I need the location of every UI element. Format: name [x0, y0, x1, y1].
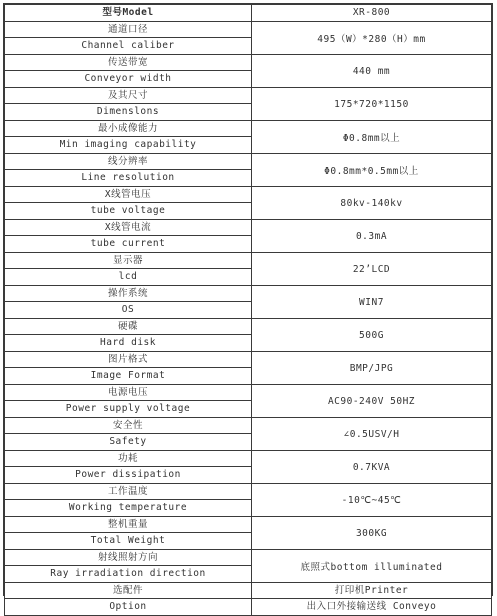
- spec-label-en: Image Format: [90, 370, 166, 381]
- spec-label-zh: X线管电压: [5, 187, 251, 203]
- spec-row: [5, 187, 492, 220]
- spec-row: [5, 22, 492, 55]
- spec-row: [5, 253, 492, 286]
- spec-row: [5, 319, 492, 352]
- spec-value-text: XR-800: [352, 7, 391, 18]
- spec-label: [5, 484, 252, 517]
- spec-label: [5, 22, 252, 55]
- spec-label-zh: 图片格式: [5, 352, 251, 368]
- spec-value: 22’LCD: [252, 253, 492, 286]
- spec-label: [5, 451, 252, 484]
- spec-value-model: [252, 5, 492, 22]
- spec-label-zh: 显示器: [5, 253, 251, 269]
- spec-label-zh: 通道口径: [5, 22, 251, 38]
- spec-label: [5, 253, 252, 286]
- spec-label-en: tube voltage: [90, 205, 166, 216]
- spec-value: 440 mm: [252, 55, 492, 88]
- spec-label: [5, 352, 252, 385]
- spec-label: [5, 286, 252, 319]
- spec-label-en: Total Weight: [90, 535, 166, 546]
- spec-row: [5, 484, 492, 517]
- spec-label-en: Ray irradiation direction: [50, 568, 206, 579]
- spec-label: [5, 319, 252, 352]
- spec-row: [5, 88, 492, 121]
- option-value-conveyor: 出入口外接输送线 Conveyo: [306, 601, 437, 612]
- spec-row: [5, 451, 492, 484]
- spec-label: [5, 55, 252, 88]
- spec-label-zh: 选配件: [5, 583, 251, 599]
- spec-label-en: Min imaging capability: [59, 139, 197, 150]
- spec-row: [5, 121, 492, 154]
- spec-row-model: [5, 5, 492, 22]
- spec-value: 0.3mA: [252, 220, 492, 253]
- spec-label-en: Conveyor width: [84, 73, 172, 84]
- spec-value: -10℃~45℃: [252, 484, 492, 517]
- spec-value: WIN7: [252, 286, 492, 319]
- spec-label: [5, 550, 252, 583]
- spec-label-en: lcd: [118, 271, 138, 282]
- spec-value-option: [252, 583, 492, 616]
- spec-sheet: [3, 3, 493, 612]
- spec-label-en: Power supply voltage: [65, 403, 191, 414]
- spec-value: Φ0.8mm以上: [252, 121, 492, 154]
- spec-label-zh: 及其尺寸: [5, 88, 251, 104]
- spec-label-en: Safety: [109, 436, 147, 447]
- spec-label-en: Line resolution: [81, 172, 175, 183]
- spec-label: [5, 385, 252, 418]
- spec-row: [5, 418, 492, 451]
- spec-label-zh: 操作系统: [5, 286, 251, 302]
- spec-label-zh: 传送带宽: [5, 55, 251, 71]
- spec-label-option: [5, 583, 252, 616]
- spec-label-zh: 射线照射方向: [5, 550, 251, 566]
- spec-value: Φ0.8mm*0.5mm以上: [252, 154, 492, 187]
- spec-value: 300KG: [252, 517, 492, 550]
- spec-value: 0.7KVA: [252, 451, 492, 484]
- spec-label-zh: 安全性: [5, 418, 251, 434]
- spec-label: [5, 121, 252, 154]
- spec-label-zh: 线分辨率: [5, 154, 251, 170]
- spec-label-en: Working temperature: [68, 502, 188, 513]
- spec-row: [5, 55, 492, 88]
- spec-row: [5, 220, 492, 253]
- spec-label-zh: 最小成像能力: [5, 121, 251, 137]
- spec-label-zh: 工作温度: [5, 484, 251, 500]
- spec-label-en: Option: [109, 601, 147, 612]
- spec-value: 80kv-140kv: [252, 187, 492, 220]
- spec-value: 底照式bottom illuminated: [252, 550, 492, 583]
- spec-label: [5, 154, 252, 187]
- spec-value: 175*720*1150: [252, 88, 492, 121]
- spec-value: 495（W）*280（H）mm: [252, 22, 492, 55]
- spec-label-zh: 功耗: [5, 451, 251, 467]
- spec-row: [5, 286, 492, 319]
- spec-table-body: [5, 5, 492, 616]
- spec-row: [5, 385, 492, 418]
- spec-value: ∠0.5USV/H: [252, 418, 492, 451]
- spec-label: [5, 517, 252, 550]
- spec-label-zh: X线管电流: [5, 220, 251, 236]
- spec-label: [5, 418, 252, 451]
- spec-label-en: OS: [121, 304, 135, 315]
- spec-label: [5, 88, 252, 121]
- spec-label-en: Channel caliber: [81, 40, 175, 51]
- spec-label-zh: 硬碟: [5, 319, 251, 335]
- spec-label-en: Dimenslons: [96, 106, 160, 117]
- spec-label-zh: 电源电压: [5, 385, 251, 401]
- spec-value: AC90-240V 50HZ: [252, 385, 492, 418]
- spec-row: [5, 550, 492, 583]
- spec-label-zh: 型号Model: [102, 7, 154, 18]
- spec-label-model: [5, 5, 252, 22]
- spec-value: BMP/JPG: [252, 352, 492, 385]
- spec-label-zh: 整机重量: [5, 517, 251, 533]
- spec-label-en: tube current: [90, 238, 166, 249]
- spec-row: [5, 154, 492, 187]
- spec-table: [4, 4, 492, 616]
- spec-row-option: [5, 583, 492, 616]
- spec-row: [5, 517, 492, 550]
- spec-value: 500G: [252, 319, 492, 352]
- spec-label: [5, 220, 252, 253]
- spec-label: [5, 187, 252, 220]
- spec-row: [5, 352, 492, 385]
- spec-label-en: Hard disk: [100, 337, 156, 348]
- spec-label-en: Power dissipation: [75, 469, 181, 480]
- option-value-printer: 打印机Printer: [252, 583, 491, 599]
